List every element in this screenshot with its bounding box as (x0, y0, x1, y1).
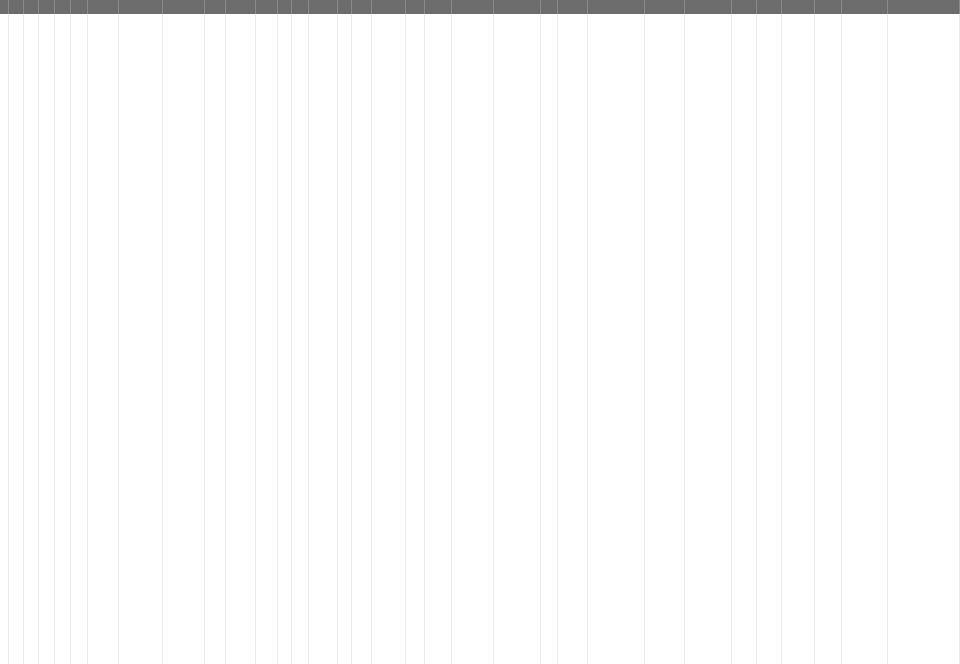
column-11 (226, 14, 256, 664)
column-header-13[interactable] (278, 0, 292, 14)
column-17 (352, 14, 372, 664)
column-header-10[interactable] (205, 0, 226, 14)
column-header-29[interactable] (757, 0, 782, 14)
column-31 (815, 14, 842, 664)
column-9 (163, 14, 205, 664)
column-10 (205, 14, 226, 664)
column-header-11[interactable] (226, 0, 256, 14)
column-21 (452, 14, 494, 664)
column-header-18[interactable] (372, 0, 406, 14)
column-header-21[interactable] (452, 0, 494, 14)
column-7 (88, 14, 119, 664)
column-header-7[interactable] (88, 0, 119, 14)
column-6 (71, 14, 88, 664)
column-header-32[interactable] (842, 0, 888, 14)
column-header-25[interactable] (588, 0, 645, 14)
column-header-row (0, 0, 960, 14)
column-25 (588, 14, 645, 664)
column-header-33[interactable] (888, 0, 960, 14)
column-24 (558, 14, 588, 664)
column-3 (24, 14, 39, 664)
column-header-26[interactable] (645, 0, 685, 14)
column-16 (338, 14, 352, 664)
column-30 (782, 14, 815, 664)
column-33 (888, 14, 960, 664)
column-header-15[interactable] (309, 0, 338, 14)
column-1 (0, 14, 9, 664)
column-14 (292, 14, 309, 664)
column-header-9[interactable] (163, 0, 205, 14)
column-5 (55, 14, 71, 664)
column-22 (494, 14, 541, 664)
column-4 (39, 14, 55, 664)
column-header-20[interactable] (425, 0, 452, 14)
column-29 (757, 14, 782, 664)
column-32 (842, 14, 888, 664)
column-header-14[interactable] (292, 0, 309, 14)
column-header-5[interactable] (55, 0, 71, 14)
column-header-3[interactable] (24, 0, 39, 14)
column-header-1[interactable] (0, 0, 9, 14)
column-28 (732, 14, 757, 664)
column-2 (9, 14, 24, 664)
column-23 (541, 14, 558, 664)
column-header-22[interactable] (494, 0, 541, 14)
column-header-30[interactable] (782, 0, 815, 14)
column-12 (256, 14, 278, 664)
column-27 (685, 14, 732, 664)
column-8 (119, 14, 163, 664)
column-header-31[interactable] (815, 0, 842, 14)
column-header-16[interactable] (338, 0, 352, 14)
column-26 (645, 14, 685, 664)
column-20 (425, 14, 452, 664)
column-header-23[interactable] (541, 0, 558, 14)
column-header-24[interactable] (558, 0, 588, 14)
column-header-28[interactable] (732, 0, 757, 14)
column-header-4[interactable] (39, 0, 55, 14)
column-header-17[interactable] (352, 0, 372, 14)
column-13 (278, 14, 292, 664)
column-header-8[interactable] (119, 0, 163, 14)
column-header-6[interactable] (71, 0, 88, 14)
column-header-27[interactable] (685, 0, 732, 14)
column-15 (309, 14, 338, 664)
column-header-2[interactable] (9, 0, 24, 14)
column-header-12[interactable] (256, 0, 278, 14)
column-18 (372, 14, 406, 664)
column-header-19[interactable] (406, 0, 425, 14)
column-19 (406, 14, 425, 664)
